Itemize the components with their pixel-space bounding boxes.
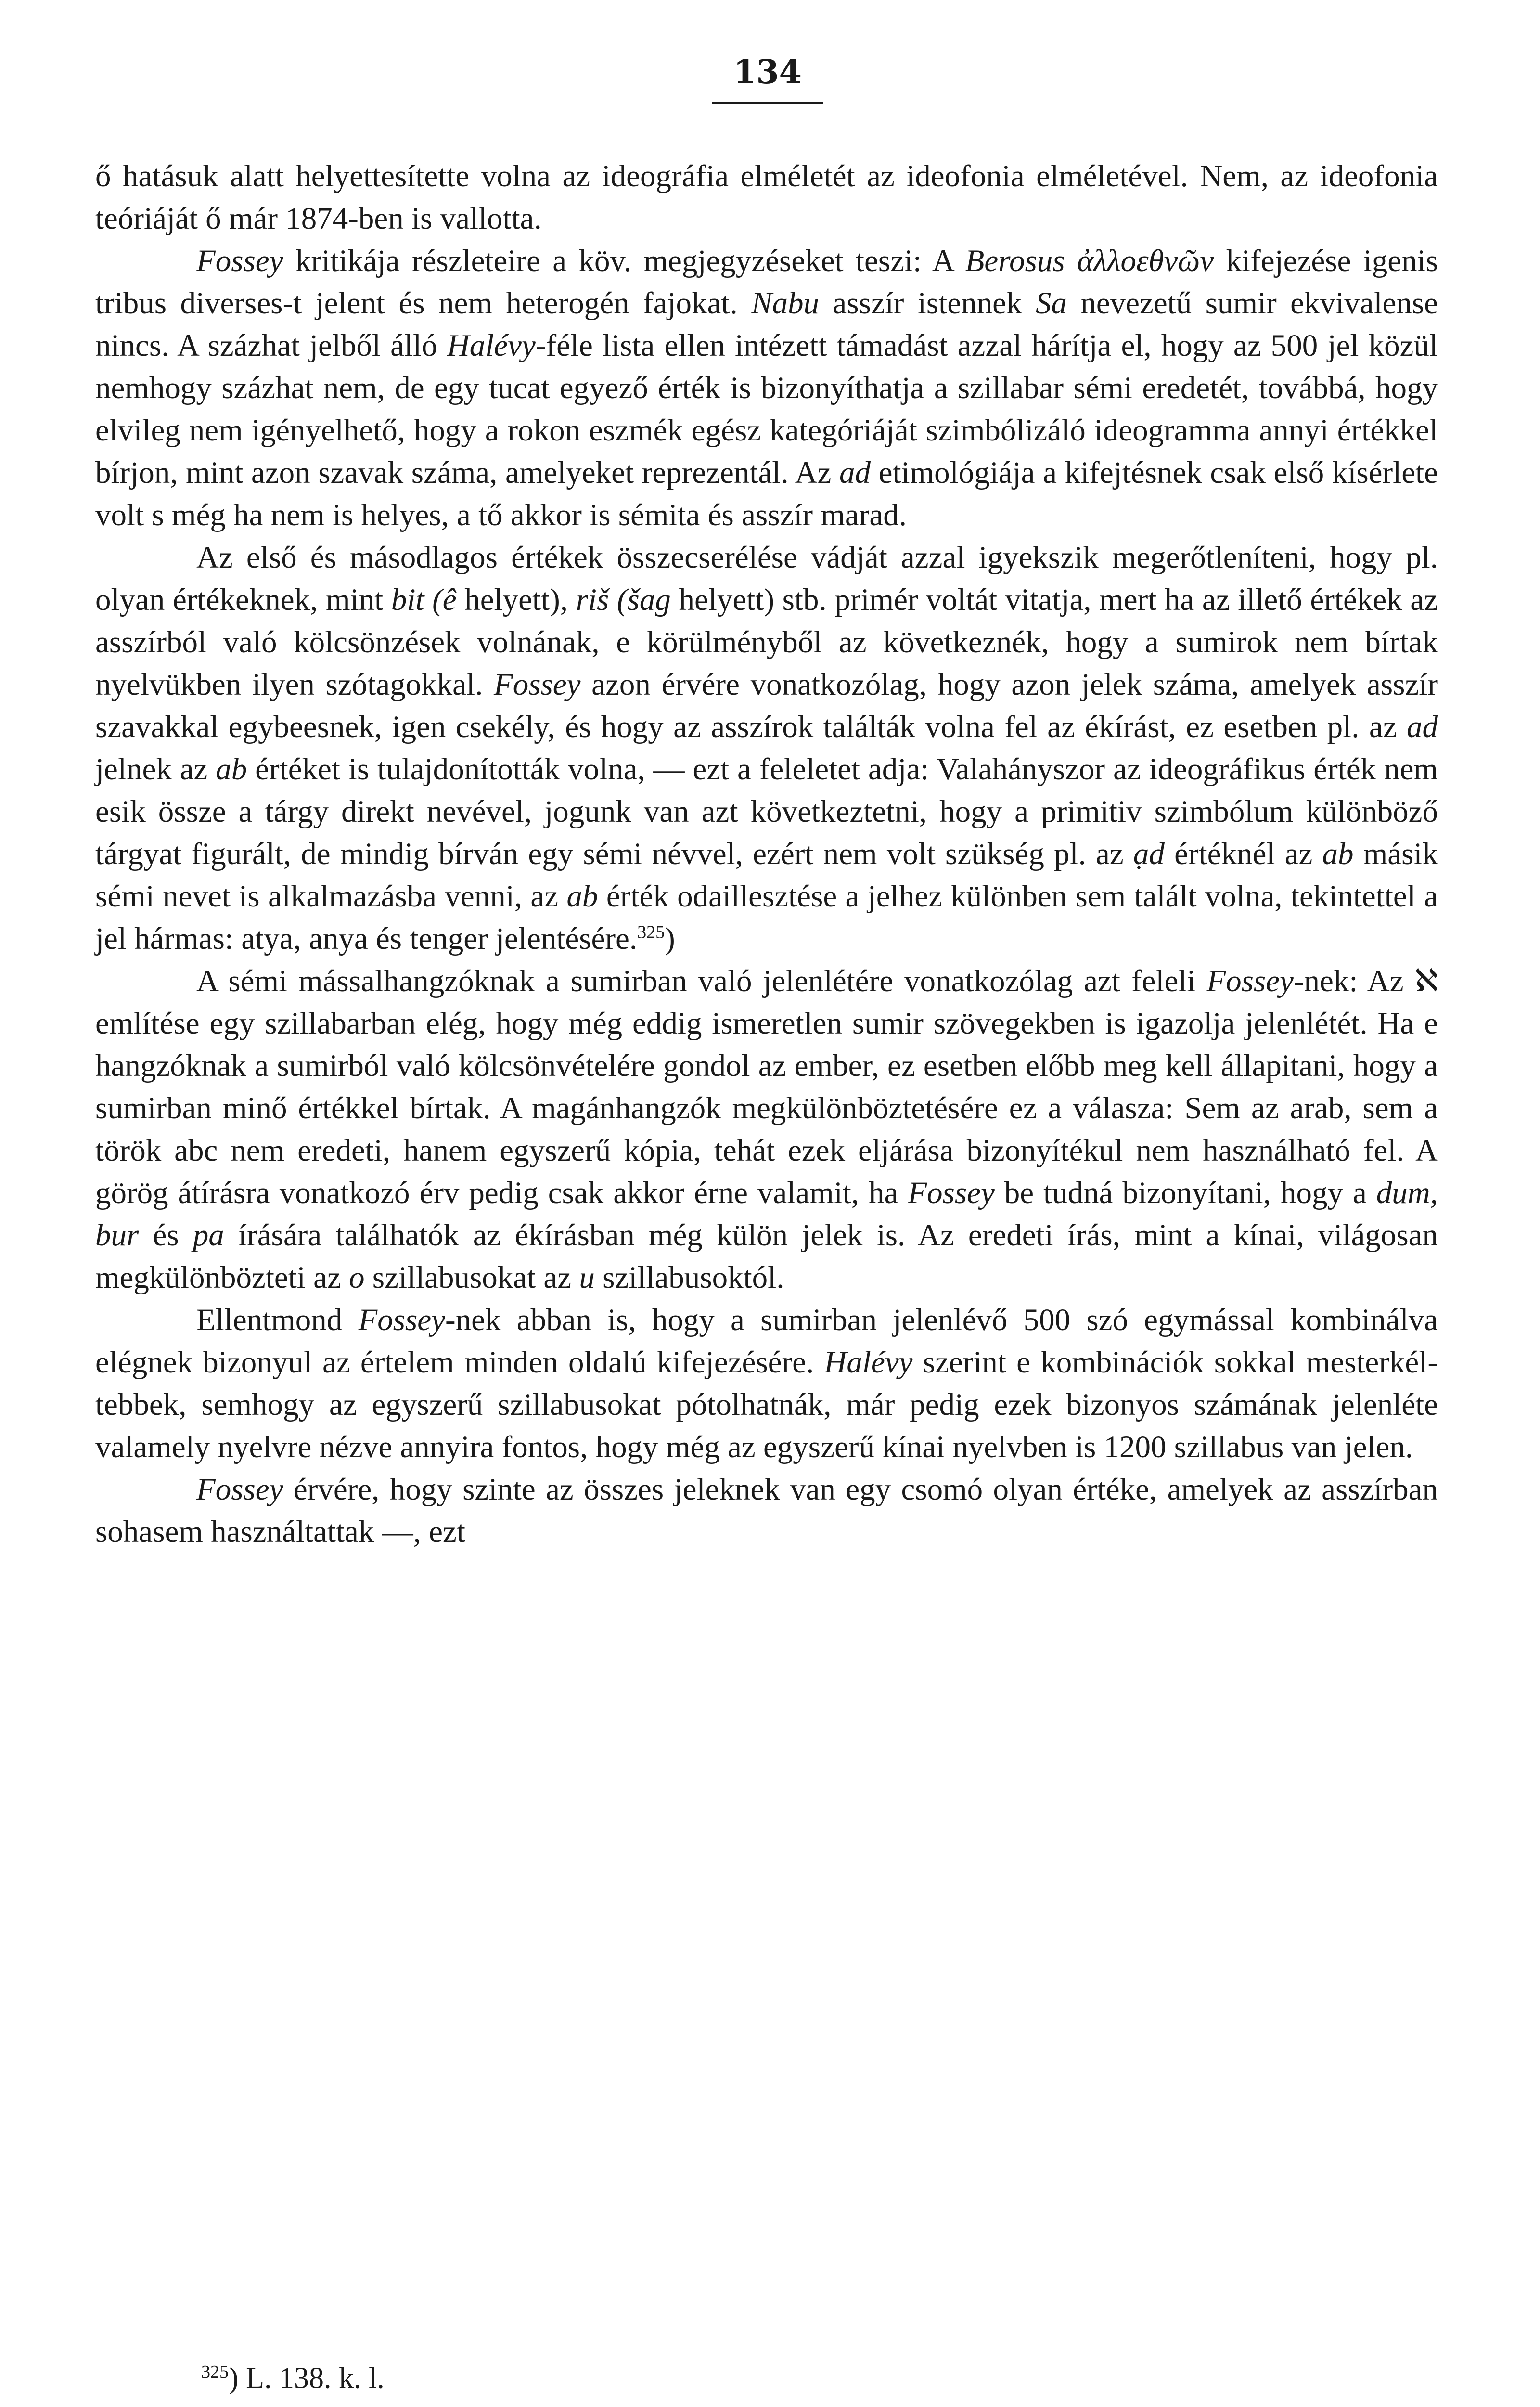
text-run: helyett) stb. primér voltát vitatja, mert ha az illető értékek az asszírból való kölcsönzések volnának, e körülményből az következnék, hogy a sumirok nem bírtak nyelvükben ilyen szótagokkal. [95,582,1438,702]
text-run: nevezetű sumir ekvivalense nincs. A százhat jelből álló [95,286,1438,363]
text-run: A sémi mássalhangzóknak a sumirban való jelenlétére vonatkozólag azt feleli [196,964,1207,998]
body-text [95,155,1438,1553]
italic-term: Fossey [908,1176,995,1210]
text-run: jelnek az [95,752,216,787]
text-run: másik sémi nevet is alkalmazásba venni, az [95,837,1438,914]
text-run: -nek abban is, hogy a sumirban jelenlévő 500 szó egymással kombinálva elégnek bizonyul az értelem minden oldalú kifejezésére. [95,1303,1438,1380]
paragraph [95,960,1438,1299]
text-run: Ellentmond [196,1303,359,1337]
paragraph [95,155,1438,240]
italic-term: Fossey [494,667,581,702]
italic-term: Fossey [196,1472,283,1507]
text-run: asszír istennek [819,286,1036,321]
text-run: ) [665,921,675,956]
italic-term: Halévy [447,328,536,363]
italic-term: pa [192,1218,224,1253]
paragraph [95,1468,1438,1553]
text-run: -féle lista ellen intézett támadást azzal hárítja el, hogy az 500 jel közül nemhogy százhat nem, de egy tucat egyező érték is bizonyíthatja a szillabar sémi eredetét, továbbá, hogy elvileg nem igényelhető, hogy a rokon eszmék egész kategóriáját szimbólizáló ideogramma annyi értékkel bírjon, mint azon szavak száma, amelyeket reprezentál. Az [95,328,1438,490]
text-run: azon érvére vonatkozólag, hogy azon jelek száma, amelyek asszír szavakkal egybeesnek, igen csekély, és hogy az asszírok találták volna fel az ékírást, ez esetben pl. az [95,667,1438,744]
italic-term: Berosus [965,244,1065,278]
paragraph [95,536,1438,960]
text-run: kritikája részleteire a köv. megjegyzéseket teszi: A [283,244,965,278]
italic-term: ad [839,455,871,490]
text-run: ő hatásuk alatt helyettesítette volna az ideográfia elméletét az ideofonia elméletével. Nem, az ideofonia teóriáját ő már 1874-ben is vallotta. [95,159,1438,236]
text-run: szillabusokat az [364,1260,579,1295]
italic-term: Fossey [1206,964,1294,998]
text-run: kifejezése igenis tribus diverses-t jelent és nem heterogén fajokat. [95,244,1438,321]
italic-term: bit (ê [391,582,457,617]
italic-term: Nabu [751,286,819,321]
italic-term: ab [1322,837,1354,871]
italic-term: ἀλλοεθνῶν [1077,244,1214,278]
footnote-reference: 325 [637,922,665,943]
text-run: Az első és másodlagos értékek összecserélése vádját azzal igyekszik megerőtleníteni, hogy pl. olyan értékeknek, mint [95,540,1438,617]
text-run: érték odaillesztése a jelhez különben sem talált volna, tekintettel a jel hármas: atya, anya és tenger jelentésére. [95,879,1438,956]
italic-term: ad [1407,710,1438,744]
footnote [201,2361,385,2396]
page-number-underline [712,102,823,104]
italic-term: ab [216,752,247,787]
paragraph [95,1299,1438,1468]
text-run: értéknél az [1164,837,1322,871]
italic-term: ạd [1133,837,1165,871]
text-run: etimológiája a kifejtésnek csak első kísérlete volt s még ha nem is helyes, a tő akkor is sémita és asszír marad. [95,455,1438,532]
text-run: szerint e kombinációk sokkal mesterkéltebbek, semhogy az egyszerű szillabusokat pótolhatnák, már pedig ezek bizonyos számának jelenléte valamely nyelvre nézve annyira fontos, hogy még az egyszerű kínai nyelvben is 1200 szillabus van jelen. [95,1345,1438,1464]
text-run: be tudná bizonyítani, hogy a [994,1176,1376,1210]
italic-term: ab [566,879,598,914]
page-number: 134 [733,53,802,91]
italic-term: Sa [1035,286,1067,321]
text-run: értéket is tulajdonították volna, — ezt a feleletet adja: Valahányszor az ideográfikus érték nem esik össze a tárgy direkt nevével, jogunk van azt következtetni, hogy a primitiv szimbólum különböző tárgyat figurált, de mindig bírván egy sémi névvel, ezért nem volt szükség pl. az [95,752,1438,871]
text-run: érvére, hogy szinte az összes jeleknek van egy csomó olyan értéke, amelyek az asszírban sohasem használtattak —, ezt [95,1472,1438,1549]
text-run: írására találhatók az ékírásban még külön jelek is. Az eredeti írás, mint a kínai, világosan megkülönbözteti az [95,1218,1438,1295]
text-run: -nek: Az ℵ említése egy szillabarban elég, hogy még eddig ismeretlen sumir szövegekben is igazolja jelenlétét. Ha e hangzóknak a sumirból való kölcsönvételére gondol az ember, ez esetben előbb meg kell állapitani, hogy a sumirban minő értékkel bírtak. A magánhangzók megkülönböztetésére ez a válasza: Sem az arab, sem a török abc nem eredeti, hanem egyszerű kópia, tehát ezek eljárása bizonyítékul nem használható fel. A görög átírásra vonatkozó érv pedig csak akkor érne valamit, ha [95,964,1438,1210]
footnote-text: ) L. 138. k. l. [229,2362,385,2395]
text-run: szillabusoktól. [594,1260,784,1295]
paragraph [95,240,1438,536]
text-run: és [139,1218,193,1253]
italic-term: u [579,1260,595,1295]
text-run: helyett), [456,582,576,617]
italic-term: riš (šag [576,582,671,617]
text-run [1065,244,1077,278]
italic-term: Fossey [358,1303,445,1337]
italic-term: dum, bur [95,1176,1438,1253]
italic-term: Halévy [824,1345,913,1380]
footnote-marker: 325 [201,2362,229,2382]
italic-term: o [349,1260,365,1295]
italic-term: Fossey [196,244,283,278]
